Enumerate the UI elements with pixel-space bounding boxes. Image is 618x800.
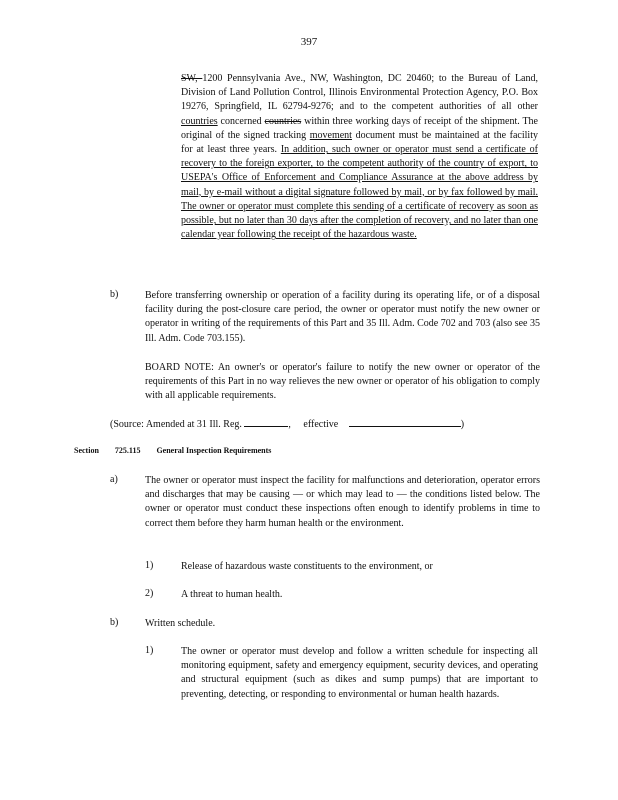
source-note bbox=[110, 417, 464, 430]
item-b1-marker: 1) bbox=[145, 645, 154, 656]
section-heading bbox=[74, 446, 285, 455]
section-label: Section bbox=[74, 446, 99, 455]
text-segment: concerned bbox=[217, 115, 265, 127]
text-segment: 1200 Pennsylvania Ave., NW, Washington, DC 20460; to the Bureau of Land, Division of Land Pollution Control, Illinois Environmental Protection Agency, P.O. Box 19276, Springfield, IL 62794-9276; and to the competent authorities of all other bbox=[181, 73, 538, 113]
item-a1-text: Release of hazardous waste constituents to the environment, or bbox=[181, 561, 433, 572]
text-segment: document must be maintained at the facility for at least three years. bbox=[181, 129, 538, 156]
subsection-b-text: Before transferring ownership or operation of a facility during its operating life, or of a disposal facility during the post-closure care period, the owner or operator must notify the new owner or operator in writing of the requirements of this Part and 35 Ill. Adm. Code 702 and 703 (also see 35 Ill. Adm. Code 703.155). bbox=[145, 290, 540, 344]
inserted-text: movement bbox=[309, 129, 352, 141]
subsection-b-marker: b) bbox=[110, 289, 119, 300]
source-prefix: (Source: Amended at 31 Ill. Reg. bbox=[110, 419, 242, 430]
board-note: BOARD NOTE: An owner's or operator's failure to notify the new owner or operator of the requirements of this Part in no way relieves the new owner or operator of his obligation to comply with all applicable requirements. bbox=[145, 362, 540, 402]
struck-text: countries bbox=[264, 115, 302, 127]
effective-blank bbox=[349, 417, 461, 427]
item-a2-marker: 2) bbox=[145, 588, 154, 599]
source-effective: effective bbox=[303, 419, 339, 430]
struck-text: SW, bbox=[181, 73, 203, 84]
source-close: ) bbox=[460, 419, 465, 430]
recovery-paragraph bbox=[181, 72, 538, 242]
subsection-a-text: The owner or operator must inspect the facility for malfunctions and deterioration, operator errors and discharges that may be causing — or which may lead to — the conditions listed below. The owner or operator must conduct these inspections often enough to identify problems in time to correct them before they harm human health or the environment. bbox=[145, 475, 540, 529]
section-title: General Inspection Requirements bbox=[156, 446, 272, 455]
section-number: 725.115 bbox=[114, 446, 141, 455]
subsection-b2-text: Written schedule. bbox=[145, 618, 216, 629]
text-segment: within three working days of receipt of the shipment. The original of the signed tracking bbox=[181, 115, 538, 141]
item-b1-text: The owner or operator must develop and follow a written schedule for inspecting all monitoring equipment, safety and emergency equipment, security devices, and operating and structural equipment (such as dikes and sump pumps) that are important to preventing, detecting, or responding to environmental or human health hazards. bbox=[181, 646, 538, 700]
subsection-b2-marker: b) bbox=[110, 617, 119, 628]
item-a1-marker: 1) bbox=[145, 560, 154, 571]
inserted-text: countries bbox=[181, 115, 218, 127]
page-number: 397 bbox=[300, 36, 318, 48]
reg-blank bbox=[244, 417, 288, 427]
inserted-text: In addition, such owner or operator must send a certificate of recovery to the foreign exporter, to the competent authority of the country of export, to USEPA's Office of Enforcement and Compliance Assurance at the above address by mail, by e-mail without a digital signature followed by mail, or by fax followed by mail. The owner or operator must complete this sending of a certificate of recovery as soon as possible, but no later than 30 days after the completion of recovery, and no later than one calendar year following the receipt of the hazardous waste. bbox=[181, 144, 538, 241]
item-a2-text: A threat to human health. bbox=[181, 589, 283, 600]
source-comma: , bbox=[288, 419, 291, 430]
subsection-a-marker: a) bbox=[110, 474, 118, 485]
